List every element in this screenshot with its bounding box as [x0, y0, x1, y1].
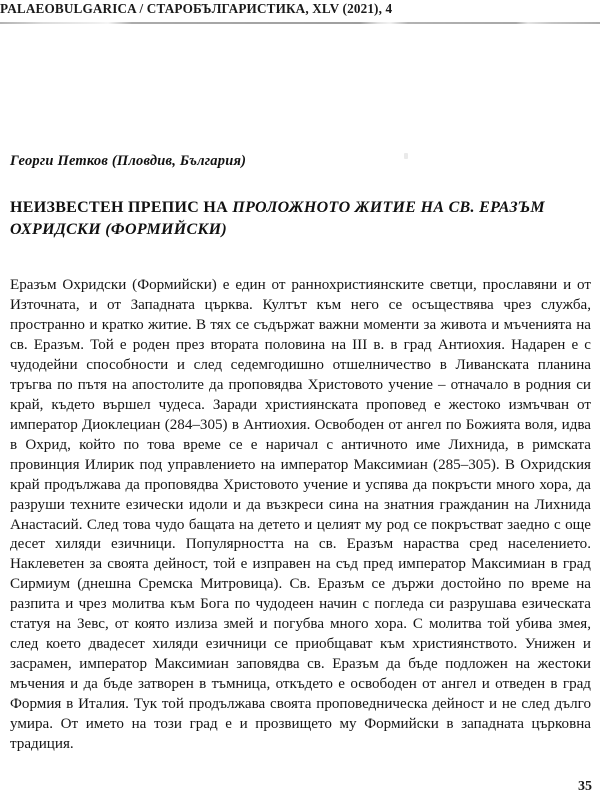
article-body-paragraph: Еразъм Охридски (Формийски) е един от раннохристиянските светци, прославяни и от Източната, и от Западната църква. Култът към него се осъществява чрез служба, пространно и кратко житие. В тях се съдържат важни моменти за живота и мъченията на св. Еразъм. Той е роден през втората половина на III в. в град Антиохия. Надарен е с чудодейни способности и след седемгодишно отшелничество в Ливанската планина тръгва по пътя на апостолите да проповядва Христовото учение – отначало в родния си край, където вършел чудеса. Заради християнската проповед е жестоко измъчван от император Диоклециан (284–305) в Антиохия. Освободен от ангел по Божията воля, идва в Охрид, който по това време се е наричал с античното име Лихнида, в римската провинция Илирик под управлението на император Максимиан (285–305). В Охридския край продължава да проповядва Христовото учение и успява да покръсти много хора, да разруши техните езически идоли и да възкреси сина на знатния гражданин на Лихнида Анастасий. След това чудо бащата на детето и целият му род се покръстват заедно с още десет хиляди езичници. Популярността на св. Еразъм нараства сред населението. Наклеветен за своята дейност, той е изправен на съд пред император Максимиан в град Сирмиум (днешна Сремска Митровица). Св. Еразъм се държи достойно по време на разпита и чрез молитва към Бога по чудодеен начин с погледа си разрушава езическата статуя на Зевс, от която излиза змей и погубва много хора. С молитва той убива змея, след което двадесет хиляди езичници се приобщават към християнството. Унижен и засрамен, император Максимиан заповядва св. Еразъм да бъде подложен на жестоки мъчения и да бъде затворен в тъмница, откъдето е освободен от ангел и отведен в град Формия в Италия. Тук той продължава своята проповедническа дейност и не след дълго умира. От името на този град е и прозвището му Формийски в западната църковна традиция.	[10, 277, 591, 753]
scan-artifact-speck	[404, 153, 408, 159]
article-author: Георги Петков (Пловдив, България)	[10, 153, 247, 169]
article-title	[10, 197, 592, 241]
running-head: PALAEOBULGARICA / СТАРОБЪЛГАРИСТИКА, XLV (2021), 4	[0, 1, 393, 16]
page-number: 35	[578, 779, 592, 794]
article-title-italic-part: ПРОЛОЖНОТО ЖИТИЕ НА СВ. ЕРАЗЪМ ОХРИДСКИ (ФОРМИЙСКИ)	[10, 198, 545, 238]
article-title-roman-part: НЕИЗВЕСТЕН ПРЕПИС НА	[10, 198, 233, 216]
header-rule	[0, 22, 600, 24]
